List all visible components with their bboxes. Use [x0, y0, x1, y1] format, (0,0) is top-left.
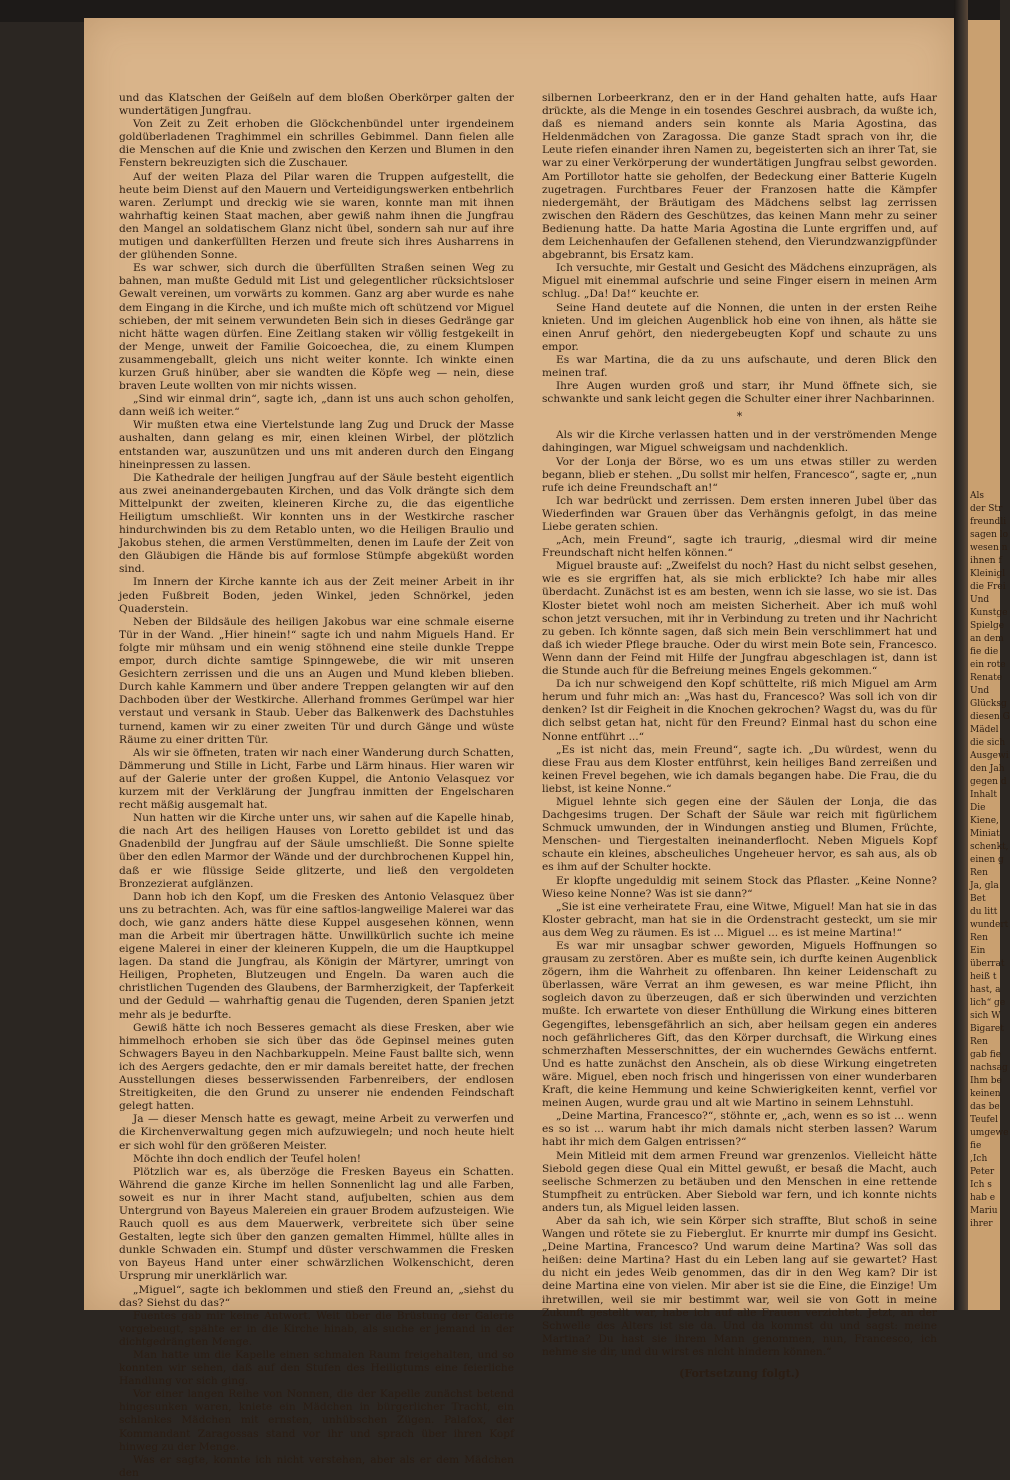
next-page-fragment: Inhalt — [970, 790, 998, 800]
paragraph: Ihre Augen wurden groß und starr, ihr Mund öffnete sich, sie schwankte und sank leicht gegen die Schulter einer ihrer Nachbarinnen. — [542, 380, 937, 406]
paragraph: Er klopfte ungeduldig mit seinem Stock das Pflaster. „Keine Nonne? Wieso keine Nonne? Was ist sie dann?“ — [542, 874, 937, 900]
paragraph: Vor einer langen Reihe von Nonnen, die der Kapelle zunächst betend hingesunken waren, kniete ein Mädchen in bürgerlicher Tracht, ein schlankes Mädchen mit ernsten, unhübschen Zügen. Palafox, der Kommandant Zaragossas stand vor ihr und sprach über ihren Kopf hinweg zu der Menge. — [119, 1388, 514, 1453]
next-page-fragment: Als — [970, 491, 984, 501]
next-page-fragment: ihrer — [970, 1219, 993, 1229]
paragraph: silbernen Lorbeerkranz, den er in der Hand gehalten hatte, aufs Haar drückte, als die Menge in ein tosendes Geschrei ausbrach, da wußte ich, daß es niemand anders sein konnte als Maria Agostina, das Heldenmädchen von Zaragossa. Die ganze Stadt sprach von ihr, die Leute riefen einander ihren Namen zu, begeisterten sich an ihrer Tat, sie war zu einer Verkörperung der wundertätigen Jungfrau selbst geworden. Am Portillotor hatte sie geholfen, der Bedeckung einer Batterie Kugeln zugetragen. Furchtbares Feuer der Franzosen hatte die Kämpfer niedergemäht, der Bräutigam des Mädchens selbst lag zerrissen zwischen den Rädern des Geschützes, das keinen Mann mehr zu seiner Bedienung hatte. Da hatte Maria Agostina die Lunte ergriffen und, auf dem Leichenhaufen der Gefallenen stehend, den Vierundzwanzigpfünder abgebrannt, bis Ersatz kam. — [542, 92, 937, 262]
paragraph: Man hatte um die Kapelle einen schmalen Raum freigehalten, und so konnten wir sehen, daß auf den Stufen des Heiligtums eine feierliche Handlung vor sich ging. — [119, 1349, 514, 1388]
next-page-fragment: Miniat — [970, 829, 1000, 839]
next-page-fragment: die sich — [970, 738, 1006, 748]
next-page-fragment: du litt — [970, 907, 998, 917]
next-page-fragment: Peter — [970, 1167, 995, 1177]
next-page-fragment: Kunstge — [970, 608, 1008, 618]
paragraph: und das Klatschen der Geißeln auf dem bloßen Oberkörper galten der wundertätigen Jungfrau. — [119, 92, 514, 118]
paragraph: Gewiß hätte ich noch Besseres gemacht als diese Fresken, aber wie himmelhoch erhoben sie sich über das öde Gepinsel meines guten Schwagers Bayeu in den Nachbarkuppeln. Meine Faust ballte sich, wenn ich des Aergers gedachte, den er mir damals bereitet hatte, der frechen Ausstellungen dieses besserwissenden Farbenreibers, der endlosen Streitigkeiten, die den Grund zu unserer nie endenden Feindschaft gelegt hatten. — [119, 1021, 514, 1113]
paragraph: Nun hatten wir die Kirche unter uns, wir sahen auf die Kapelle hinab, die nach Art des heiligen Hauses von Loretto gebildet ist und das Gnadenbild der Jungfrau auf der Säule umschließt. Die Sonne spielte über den edlen Marmor der Wände und der durchbrochenen Kuppel hin, daß er wie flüssige Seide glitzerte, und ließ den vergoldeten Bronzezierat aufglänzen. — [119, 812, 514, 890]
next-page-fragment: fie — [970, 1141, 982, 1151]
paragraph: Vor der Lonja der Börse, wo es um uns etwas stiller zu werden begann, blieb er stehen. „Du sollst mir helfen, Francesco“, sagte er, „nun rufe ich deine Freundschaft an!“ — [542, 455, 937, 494]
next-page-fragment: die Frei — [970, 582, 1006, 592]
paragraph: „Ach, mein Freund“, sagte ich traurig, „diesmal wird dir meine Freundschaft nicht helfen können.“ — [542, 534, 937, 560]
paragraph: Als wir die Kirche verlassen hatten und in der verströmenden Menge dahingingen, war Miguel schweigsam und nachdenklich. — [542, 429, 937, 455]
next-page-fragment: Ein — [970, 946, 986, 956]
next-page-fragment: Und — [970, 595, 990, 605]
paragraph: „Es ist nicht das, mein Freund“, sagte ich. „Du würdest, wenn du diese Frau aus dem Kloster entführst, kein heiliges Band zerreißen und keinen Frevel begehen, wie ich damals begangen habe. Die Frau, die du liebst, ist keine Nonne.“ — [542, 743, 937, 795]
next-page-fragment: Bigaret — [970, 1024, 1004, 1034]
next-page-fragment: einen g — [970, 855, 1004, 865]
section-separator: * — [736, 410, 743, 424]
next-page-fragment: Spielge — [970, 621, 1005, 631]
next-page-fragment: Glücksg — [970, 699, 1007, 709]
paragraph: „Sind wir einmal drin“, sagte ich, „dann ist uns auch schon geholfen, dann weiß ich weiter.“ — [119, 393, 514, 419]
next-page-fragment: heiß t — [970, 972, 997, 982]
next-page-fragment: Ich s — [970, 1180, 992, 1190]
next-page-fragment: überrat — [970, 959, 1005, 969]
next-page-fragment: ein rote — [970, 660, 1006, 670]
next-page-fragment: ihnen f — [970, 556, 1002, 566]
paragraph: Was er sagte, konnte ich nicht verstehen, aber als er dem Mädchen den — [119, 1453, 514, 1479]
paragraph: Miguel brauste auf: „Zweifelst du noch? Hast du nicht selbst gesehen, wie es sie ergriffen hat, als sie mich erblickte? Ich habe mir alles überdacht. Zunächst ist es am besten, wenn ich sie lasse, wo sie ist. Das Kloster bietet wohl noch am meisten Sicherheit. Aber ich muß wohl schon jetzt versuchen, mit ihr in Verbindung zu treten und ihr Nachricht zu geben. Ich könnte sagen, daß sich mein Bein verschlimmert hat und daß ich wieder Pflege brauche. Oder du wirst mein Bote sein, Francesco. Wenn dann der Feind mit Hilfe der Jungfrau abgeschlagen ist, dann ist die Stunde auch für die Befreiung meines Engels gekommen.“ — [542, 560, 937, 678]
paragraph: Ich versuchte, mir Gestalt und Gesicht des Mädchens einzuprägen, als Miguel mit einemmal aufschrie und seine Finger eisern in meinen Arm schlug. „Da! Da!“ keuchte er. — [542, 262, 937, 301]
next-page-fragment: Mariu — [970, 1206, 998, 1216]
next-page-fragment: Ihm be — [970, 1076, 1002, 1086]
paragraph: Auf der weiten Plaza del Pilar waren die Truppen aufgestellt, die heute beim Dienst auf den Mauern und Verteidigungswerken entbehrlich waren. Zerlumpt und dreckig wie sie waren, konnte man mit ihnen wahrhaftig keinen Staat machen, aber gewiß nahm ihnen die Jungfrau den Mangel an soldatischem Glanz nicht übel, sondern sah nur auf ihre mutigen und dankerfüllten Herzen und freute sich ihres Ausharrens in der glühenden Sonne. — [119, 170, 514, 262]
paragraph: Plötzlich war es, als überzöge die Fresken Bayeus ein Schatten. Während die ganze Kirche im hellen Sonnenlicht lag und alle Farben, soweit es nur in ihrer Macht stand, aufjubelten, schien aus dem Untergrund von Bayeus Malereien ein grauer Brodem aufzusteigen. Wie Rauch quoll es aus dem Mauerwerk, verbreitete sich über seine Gestalten, legte sich über den ganzen gemalten Himmel, hüllte alles in dunkle Schwaden ein. Stumpf und düster verschwammen die Fresken von Bayeus Hand unter einer schwärzlichen Wolkenschicht, deren Ursprung mir unerklärlich war. — [119, 1165, 514, 1283]
next-page-fragment: Kiene, — [970, 816, 999, 826]
next-page-fragment: Ja, gla — [970, 881, 999, 891]
paragraph: Als wir sie öffneten, traten wir nach einer Wanderung durch Schatten, Dämmerung und Stille in Licht, Farbe und Lärm hinaus. Hier waren wir auf der Galerie unter der großen Kuppel, die Antonio Velasquez vor kurzem mit der Verklärung der Jungfrau inmitten der Engelscharen recht mäßig ausgemalt hat. — [119, 746, 514, 812]
next-page-fragment: an dem — [970, 634, 1004, 644]
next-page-fragment: hab e — [970, 1193, 996, 1203]
paragraph: „Deine Martina, Francesco?“, stöhnte er, „ach, wenn es so ist ... wenn es so ist ... warum habt ihr mich damals nicht sterben lassen? Warum habt ihr mich dem Galgen entrissen?“ — [542, 1110, 937, 1149]
paragraph: Aber da sah ich, wie sein Körper sich straffte, Blut schoß in seine Wangen und rötete sie zu Fieberglut. Er knurrte mir dumpf ins Gesicht. „Deine Martina, Francesco? Und warum deine Martina? Was soll das heißen: deine Martina? Hast du ein Leben lang auf sie gewartet? Hast du nicht ein jedes Weib genommen, das dir in den Weg kam? Dir ist deine Martina eine von vielen. Mir aber ist sie die Eine, die Einzige! Um ihretwillen, weil sie mir bestimmt war, weil sie von Gott in meine Zukunft gestellt war, habe ich auf alle Frauen verzichtet. Jetzt, an der Schwelle des Alters ist sie da. Und da kommst du und sagst: meine Martina? Du hast sie ihrem Mann genommen, nun, Francesco, ich nehme sie dir, und du wirst es nicht hindern können.“ — [542, 1214, 937, 1358]
next-page-fragment: Ren — [970, 1037, 988, 1047]
next-page-fragment: ,Ich — [970, 1154, 988, 1164]
paragraph: Von Zeit zu Zeit erhoben die Glöckchenbündel unter irgendeinem goldüberladenen Traghimmel ein schrilles Gebimmel. Dann fielen alle die Menschen auf die Knie und zwischen den Kerzen und Blumen in den Fenstern bekreuzigten sich die Zuschauer. — [119, 118, 514, 170]
paragraph: Möchte ihn doch endlich der Teufel holen! — [133, 1152, 362, 1165]
paragraph: Fuentes gab mir keine Antwort. Weit über die Brüstung der Galerie vorgebeugt, spähte er in die Kirche hinab, als suche er jemand in der dichtgedrängten Menge. — [119, 1309, 514, 1348]
next-page-fragment: Kleinigl — [970, 569, 1006, 579]
next-page-fragment: Ren — [970, 933, 988, 943]
next-page-fragment: den Jah — [970, 764, 1005, 774]
next-page-fragment: diesen G — [970, 712, 1010, 722]
next-page-fragment: keinen — [970, 1089, 1001, 1099]
next-page-fragment: fie die — [970, 647, 999, 657]
paragraph: Dann hob ich den Kopf, um die Fresken des Antonio Velasquez über uns zu betrachten. Ach, was für eine saftlos-langweilige Malerei war das doch, wie ganz anders hätte diese Kuppel ausgesehen können, wenn man die Arbeit mir übertragen hätte. Unwillkürlich suchte ich meine eigene Malerei in einer der kleineren Kuppeln, die um die Hauptkuppel lagen. Da stand die Jungfrau, als Königin der Märtyrer, umringt von Heiligen, Propheten, Blutzeugen und Engeln. Da waren auch die christlichen Tugenden des Glaubens, der Barmherzigkeit, der Tapferkeit und der Geduld — wahrhaftig genau die Tugenden, deren Spanien jetzt mehr als je bedurfte. — [119, 890, 514, 1021]
paragraph: Es war schwer, sich durch die überfüllten Straßen seinen Weg zu bahnen, man mußte Geduld mit List und gelegentlicher rücksichtsloser Gewalt vereinen, um vorwärts zu kommen. Ganz arg aber wurde es nahe dem Eingang in die Kirche, und ich mußte mich oft schützend vor Miguel schieben, der mit seinem verwundeten Bein sich in dieses Gedränge gar nicht hätte wagen dürfen. Eine Zeitlang staken wir völlig festgekeilt in der Menge, unweit der Familie Goicoechea, die, zu einem Klumpen zusammengeballt, gleich uns nicht weiter konnte. Ich winkte einen kurzen Gruß hinüber, aber sie wandten die Köpfe weg — nein, diese braven Leute wollten von mir nichts wissen. — [119, 262, 514, 393]
next-page-fragment: Ausgewi — [970, 751, 1009, 761]
next-page-fragment: Renate — [970, 673, 1003, 683]
paragraph: Neben der Bildsäule des heiligen Jakobus war eine schmale eiserne Tür in der Wand. „Hier hinein!“ sagte ich und nahm Miguels Hand. Er folgte mir mühsam und ein wenig stöhnend eine steile dunkle Treppe empor, durch dichte samtige Spinngewebe, die wir mit unseren Gesichtern zerrissen und die uns an Augen und Mund kleben blieben. Durch kahle Kammern und über andere Treppen gelangten wir auf den Dachboden über der Westkirche. Allerhand frommes Gerümpel war hier verstaut und versank in Staub. Ueber das Balkenwerk des Dachstuhles turnend, kamen wir zu einer zweiten Tür und durch Gänge und wüste Räume zu einer dritten Tür. — [119, 615, 514, 746]
next-page-fragment: schenkt, — [970, 842, 1009, 852]
paragraph: Wir mußten etwa eine Viertelstunde lang Zug und Druck der Masse aushalten, dann gelang es mir, einen kleinen Wirbel, der plötzlich entstanden war, auszunützen und uns mit anderen durch den Eingang hineinpressen zu lassen. — [119, 419, 514, 471]
next-page-fragment: wesen n — [970, 543, 1008, 553]
next-page-fragment: Teufel — [970, 1115, 998, 1125]
paragraph: „Sie ist eine verheiratete Frau, eine Witwe, Miguel! Man hat sie in das Kloster gebracht, man hat sie in die Ordenstracht gesteckt, um sie mir aus dem Weg zu räumen. Es ist ... Miguel ... es ist meine Martina!“ — [542, 900, 937, 939]
next-page-fragment: gegen d — [970, 777, 1007, 787]
next-page-fragment: freundli — [970, 517, 1007, 527]
next-page-fragment: Bet — [970, 894, 986, 904]
next-page-fragment: gab fie — [970, 1050, 1002, 1060]
next-page-fragment: sagen lo — [970, 530, 1009, 540]
next-page-fragment: der Str — [970, 504, 1003, 514]
paragraph: Mein Mitleid mit dem armen Freund war grenzenlos. Vielleicht hätte Siebold gegen diese Qual ein Mittel gewußt, er besaß die Macht, auch seelische Schmerzen zu betäuben und den Menschen in eine rettende Stumpfheit zu entrücken. Aber Siebold war fern, und ich konnte nichts anders tun, als Miguel leiden lassen. — [542, 1149, 937, 1214]
next-page-fragment: das be — [970, 1102, 1000, 1112]
next-page-fragment: Und — [970, 686, 990, 696]
paragraph: Da ich nur schweigend den Kopf schüttelte, riß mich Miguel am Arm herum und fuhr mich an: „Was hast du, Francesco? Was soll ich von dir denken? Ist dir Feigheit in die Knochen gekrochen? Wagst du, was du für dich selbst getan hat, nicht für den Freund? Einmal hast du schon eine Nonne entführt ...“ — [542, 678, 937, 743]
paragraph: Es war mir unsagbar schwer geworden, Miguels Hoffnungen so grausam zu zerstören. Aber es mußte sein, ich durfte keinen Augenblick zögern, ihm die Wahrheit zu offenbaren. Ihn keiner Leidenschaft zu überlassen, wäre Verrat an ihm gewesen, es war meine Pflicht, ihn sogleich davon zu überzeugen, daß er sich überwinden und verzichten mußte. Ich erwartete von dieser Enthüllung die Wirkung eines bitteren Gegengiftes, lebensgefährlich an sich, aber heilsam gegen ein anderes noch gefährlicheres Gift, das den Körper durchsaft, die Wirkung eines schmerzhaften Messerschnittes, der ein wucherndes Gewächs entfernt. Und es hatte zunächst den Anschein, als ob diese Wirkung eingetreten wäre. Miguel, eben noch frisch und hingerissen von einer wunderbaren Kraft, die keine Hemmung und keine Schwierigkeiten kennt, verfiel vor meinen Augen, wurde grau und alt wie Martino in seinem Lehnstuhl. — [542, 940, 937, 1110]
paragraph: Ich war bedrückt und zerrissen. Dem ersten inneren Jubel über das Wiederfinden war Grauen über das Verhängnis gefolgt, in das meine Liebe geraten schien. — [542, 494, 937, 533]
next-page-fragment: wundert — [970, 920, 1009, 930]
next-page-edge — [968, 20, 1010, 1310]
paragraph: Seine Hand deutete auf die Nonnen, die unten in der ersten Reihe knieten. Und im gleichen Augenblick hob eine von ihnen, als hätte sie einen Anruf gehört, den niedergebeugten Kopf und schaute zu uns empor. — [542, 301, 937, 353]
paragraph: Ja — dieser Mensch hatte es gewagt, meine Arbeit zu verwerfen und die Kirchenverwaltung gegen mich aufzuwiegeln; und noch heute hielt er sich wohl für den größeren Meister. — [119, 1113, 514, 1152]
continuation-note: (Fortsetzung folgt.) — [679, 1367, 800, 1380]
next-page-fragment: nachsag — [970, 1063, 1008, 1073]
next-page-fragment: Ren — [970, 868, 988, 878]
paragraph: Im Innern der Kirche kannte ich aus der Zeit meiner Arbeit in ihr jeden Fußbreit Boden, jeden Winkel, jeden Schnörkel, jeden Quaderstein. — [119, 576, 514, 615]
paragraph: „Miguel“, sagte ich beklommen und stieß den Freund an, „siehst du das? Siehst du das?“ — [119, 1283, 514, 1309]
next-page-fragment: umgewe — [970, 1128, 1009, 1138]
left-text-column — [119, 92, 514, 1480]
right-text-column — [542, 92, 937, 1380]
paragraph: Miguel lehnte sich gegen eine der Säulen der Lonja, die das Dachgesims trugen. Der Schaft der Säule war reich mit figürlichem Schmuck umwunden, der in Windungen anstieg und Blumen, Früchte, Menschen- und Tiergestalten ineinanderflocht. Neben Miguels Kopf schaute ein kleines, abscheuliches Ungeheuer hervor, es sah aus, als ob es ihm auf der Schulter hockte. — [542, 795, 937, 874]
next-page-fragment: Mädel — [970, 725, 999, 735]
paragraph: Die Kathedrale der heiligen Jungfrau auf der Säule besteht eigentlich aus zwei aneinandergebauten Kirchen, und das Volk drängte sich dem Mittelpunkt der zweiten, kleineren Kirche zu, die das eigentliche Heiligtum umschließt. Wir konnten uns in der Westkirche rascher hindurchwinden bis zu dem Retablo unten, wo die Heiligen Braulio und Jakobus stehen, die armen Verstümmelten, denen im Laufe der Zeit von den Gläubigen die Hände bis auf formlose Stümpfe abgeküßt worden sind. — [119, 471, 514, 576]
book-gutter — [954, 0, 968, 1310]
next-page-fragment: sich W — [970, 1011, 1001, 1021]
next-page-fragment: Die — [970, 803, 986, 813]
next-page-fragment: hast, a — [970, 985, 1001, 995]
paragraph: Es war Martina, die da zu uns aufschaute, und deren Blick den meinen traf. — [542, 353, 937, 379]
next-page-fragment: lich“ ge — [970, 998, 1006, 1008]
